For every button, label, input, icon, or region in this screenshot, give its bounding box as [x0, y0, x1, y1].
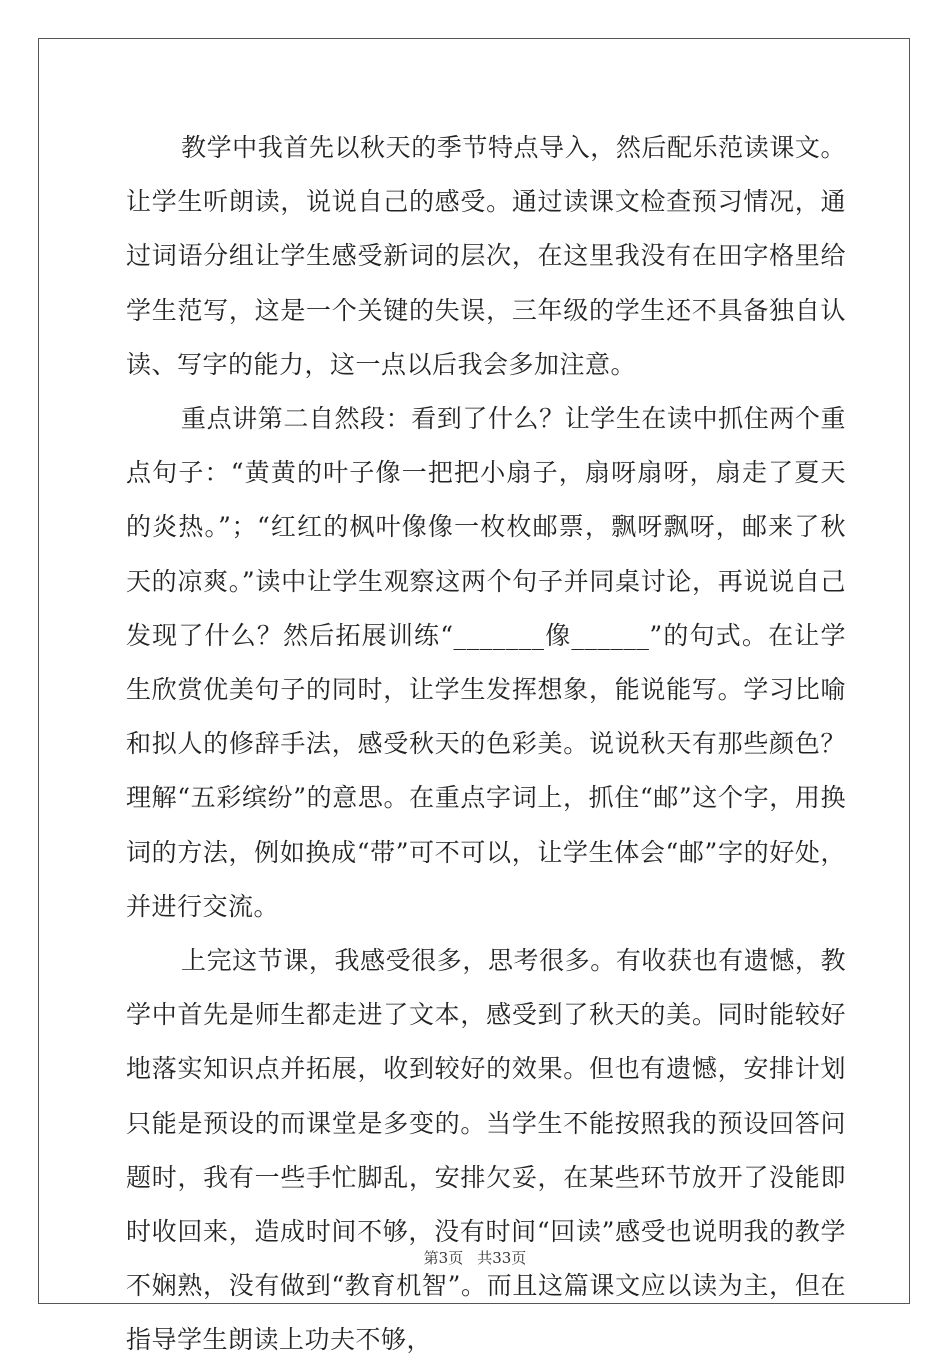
document-body — [126, 121, 846, 1368]
page-total: 共33页 — [477, 1249, 527, 1267]
paragraph-2: 重点讲第二自然段：看到了什么？让学生在读中抓住两个重点句子：“黄黄的叶子像一把把小扇子，扇呀扇呀，扇走了夏天的炎热。”；“红红的枫叶像像一枚枚邮票，飘呀飘呀，邮来了秋天的凉爽。”读中让学生观察这两个句子并同桌讨论，再说说自己发现了什么？然后拓展训练“_______像______”的句式。在让学生欣赏优美句子的同时，让学生发挥想象，能说能写。学习比喻和拟人的修辞手法，感受秋天的色彩美。说说秋天有那些颜色？理解“五彩缤纷”的意思。在重点字词上，抓住“邮”这个字，用换词的方法，例如换成“带”可不可以，让学生体会“邮”字的好处，并进行交流。 — [126, 404, 846, 921]
paragraph-1: 教学中我首先以秋天的季节特点导入，然后配乐范读课文。让学生听朗读，说说自己的感受。通过读课文检查预习情况，通过词语分组让学生感受新词的层次，在这里我没有在田字格里给学生范写，这是一个关键的失误，三年级的学生还不具备独自认读、写字的能力，这一点以后我会多加注意。 — [126, 133, 846, 379]
page-number: 第3页 — [423, 1249, 464, 1267]
paragraph-3: 上完这节课，我感受很多，思考很多。有收获也有遗憾，教学中首先是师生都走进了文本，感受到了秋天的美。同时能较好地落实知识点并拓展，收到较好的效果。但也有遗憾，安排计划只能是预设的而课堂是多变的。当学生不能按照我的预设回答问题时，我有一些手忙脚乱，安排欠妥，在某些环节放开了没能即时收回来，造成时间不够，没有时间“回读”感受也说明我的教学不娴熟，没有做到“教育机智”。而且这篇课文应以读为主，但在指导学生朗读上功夫不够， — [126, 946, 846, 1355]
page-footer — [0, 1247, 950, 1268]
